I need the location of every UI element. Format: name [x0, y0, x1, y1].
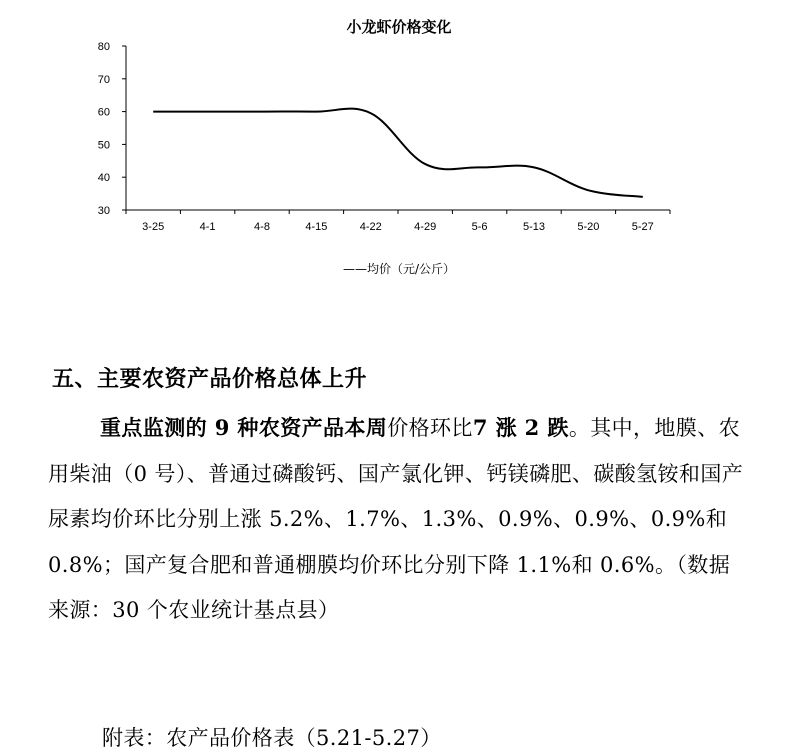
- section-paragraph: [48, 405, 748, 634]
- x-tick-label: 5-20: [577, 221, 600, 233]
- x-tick-label: 4-22: [359, 221, 382, 233]
- x-ticks: [126, 210, 670, 233]
- x-tick-label: 4-1: [199, 221, 216, 233]
- series-line-avg-price: [153, 109, 643, 197]
- para-bold-lead: 重点监测的 9 种农资产品本周: [100, 415, 388, 440]
- y-tick-label: 80: [97, 41, 110, 53]
- legend-label: ——均价（元/公斤）: [342, 262, 456, 276]
- x-tick-label: 4-8: [254, 221, 270, 233]
- x-tick-label: 5-6: [471, 221, 488, 233]
- price-chart: [0, 0, 798, 300]
- y-tick-label: 70: [97, 73, 110, 86]
- x-tick-label: 3-25: [142, 221, 165, 233]
- x-tick-label: 4-15: [305, 221, 328, 233]
- para-mid: 价格环比: [387, 416, 473, 440]
- y-tick-label: 60: [97, 106, 110, 119]
- chart-svg: [0, 0, 798, 300]
- y-tick-label: 50: [97, 139, 110, 152]
- x-tick-label: 5-13: [522, 221, 546, 233]
- para-rest: 。其中，地膜、农用柴油（0 号）、普通过磷酸钙、国产氯化钾、钙镁磷肥、碳酸氢铵和国产尿素均价环比分别上涨 5.2%、1.7%、1.3%、0.9%、0.9%、0.9%和 0.8%；国产复合肥和普通棚膜均价环比分别下降 1.1%和 0.6%。（数据来源：30 个农业统计基点县）: [48, 416, 744, 622]
- chart-title: 小龙虾价格变化: [346, 18, 452, 36]
- y-tick-label: 30: [97, 205, 110, 217]
- y-ticks: [98, 41, 126, 217]
- section-heading: 五、主要农资产品价格总体上升: [52, 367, 368, 392]
- x-tick-label: 5-27: [631, 221, 654, 233]
- para-bold-count: 7 涨 2 跌: [472, 415, 569, 440]
- appendix-title: 附表：农产品价格表（5.21-5.27）: [102, 726, 442, 750]
- x-tick-label: 4-29: [414, 221, 437, 233]
- y-tick-label: 40: [97, 172, 110, 185]
